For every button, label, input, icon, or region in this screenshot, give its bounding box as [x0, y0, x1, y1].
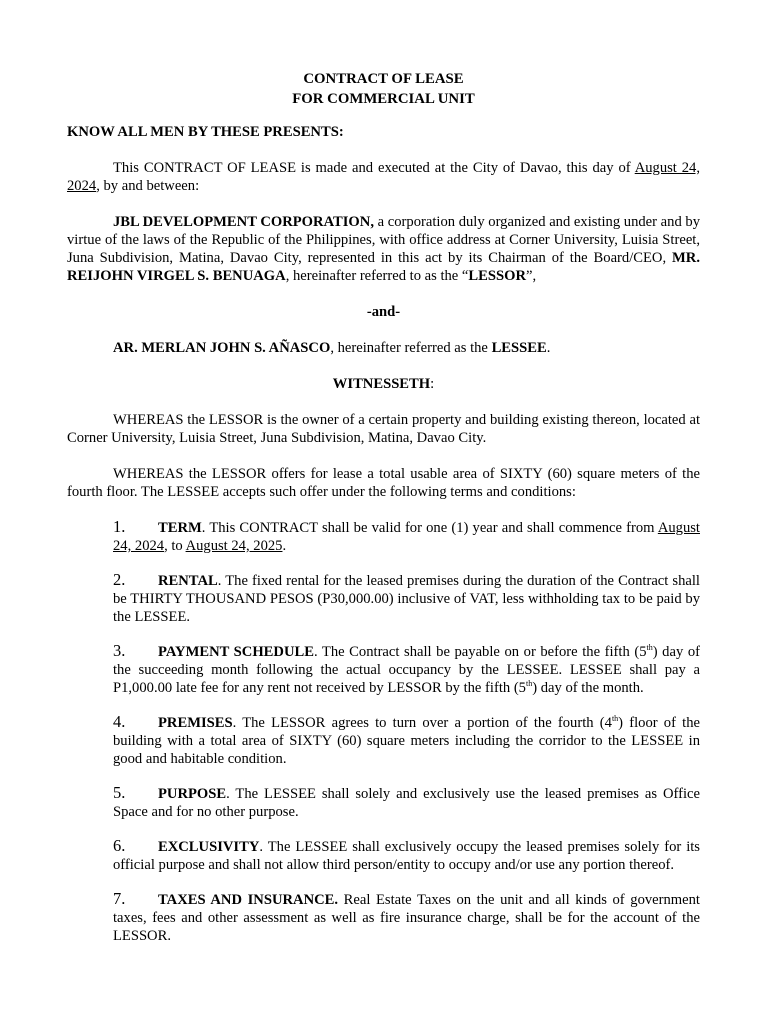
term-text: ) day of the succeeding month following the actual occupancy by the LESSEE. LESSEE shall pay a P1,000.00 late fee for any rent not received by LESSOR by the fifth (5	[113, 644, 700, 696]
term-item-7	[67, 891, 700, 945]
whereas-paragraph-1: WHEREAS the LESSOR is the owner of a certain property and building existing thereon, located at Corner University, Luisia Street, Juna Subdivision, Matina, Davao City.	[67, 412, 700, 446]
ordinal-suffix: th	[525, 679, 533, 688]
term-heading: EXCLUSIVITY	[158, 839, 260, 855]
term-number: 2.	[113, 570, 126, 589]
term-text: Real Estate Taxes on the unit and all kinds of government taxes, fees and other assessment as well as fire insurance charge, shall be for the account of the LESSOR.	[113, 892, 700, 944]
term-item-2	[67, 572, 700, 626]
start-date: August 24, 2024	[113, 520, 700, 554]
term-item-4	[67, 714, 700, 768]
witnesseth-heading	[67, 375, 700, 393]
term-text: . The LESSEE shall exclusively occupy the leased premises solely for its official purpose and shall not allow third person/entity to occupy and/or use any portion thereof.	[113, 839, 700, 873]
lessee-ref: LESSEE	[491, 340, 547, 356]
term-heading: PREMISES	[158, 715, 233, 731]
term-item-5	[67, 785, 700, 821]
term-text: . The LESSOR agrees to turn over a portion of the fourth (4	[232, 715, 612, 731]
term-text: . The LESSEE shall solely and exclusively use the leased premises as Office Space and for no other purpose.	[113, 786, 700, 820]
lessor-paragraph	[67, 213, 700, 285]
term-heading: TERM	[158, 520, 202, 536]
lessor-ref-pre: , hereinafter referred to as the “	[285, 268, 469, 284]
term-item-6	[67, 838, 700, 874]
term-heading: TAXES AND INSURANCE.	[158, 892, 339, 908]
whereas-paragraph-2: WHEREAS the LESSOR offers for lease a total usable area of SIXTY (60) square meters of the fourth floor. The LESSEE accepts such offer under the following terms and conditions:	[67, 466, 700, 500]
term-text: . This CONTRACT shall be valid for one (1) year and shall commence from	[201, 520, 658, 536]
intro-text-end: , by and between:	[96, 178, 200, 194]
intro-paragraph	[67, 159, 700, 195]
end-date: August 24, 2025	[185, 538, 283, 554]
term-number: 5.	[113, 783, 126, 802]
lessee-paragraph	[67, 339, 700, 357]
term-number: 7.	[113, 889, 126, 908]
term-number: 1.	[113, 517, 126, 536]
and-text: -and-	[366, 304, 401, 320]
lessee-name: AR. MERLAN JOHN S. AÑASCO	[113, 340, 331, 356]
lessee-ref-post: .	[546, 340, 551, 356]
term-heading: RENTAL	[158, 573, 218, 589]
term-heading: PURPOSE	[158, 786, 227, 802]
term-item-3	[67, 643, 700, 697]
title-line-1: CONTRACT OF LEASE	[303, 71, 464, 87]
ordinal-suffix: th	[646, 643, 653, 652]
intro-text: This CONTRACT OF LEASE is made and executed at the City of Davao, this day of	[113, 160, 635, 176]
term-text: ) floor of the building with a total area of SIXTY (60) square meters including the corridor to the LESSEE in good and habitable condition.	[113, 715, 700, 767]
and-separator	[67, 303, 700, 321]
document-page	[67, 69, 700, 962]
term-text: ) day of the month.	[532, 680, 644, 696]
term-text: . The fixed rental for the leased premises during the duration of the Contract shall be THIRTY THOUSAND PESOS (P30,000.00) inclusive of VAT, less withholding tax to be paid by the LESSEE.	[113, 573, 700, 625]
document-title	[67, 69, 700, 109]
contract-date: August 24, 2024	[67, 160, 700, 194]
witnesseth-text: WITNESSETH	[332, 376, 431, 392]
lessor-ref: LESSOR	[468, 268, 526, 284]
term-heading: PAYMENT SCHEDULE	[158, 644, 314, 660]
term-text: .	[282, 538, 287, 554]
know-all-heading: KNOW ALL MEN BY THESE PRESENTS:	[67, 124, 344, 140]
lessee-ref-pre: , hereinafter referred as the	[330, 340, 492, 356]
lessor-description: a corporation duly organized and existing under and by virtue of the laws of the Republic of the Philippines, with office address at Corner University, Luisia Street, Juna Subdivision, Matina, Davao City, represented in this act by its Chairman of the Board/CEO,	[67, 214, 700, 266]
term-item-1	[67, 519, 700, 555]
term-number: 4.	[113, 712, 126, 731]
term-number: 3.	[113, 641, 126, 660]
term-text: , to	[164, 538, 186, 554]
term-text: . The Contract shall be payable on or before the fifth (5	[313, 644, 647, 660]
lessor-name: JBL DEVELOPMENT CORPORATION,	[113, 214, 374, 230]
witnesseth-colon: :	[430, 376, 435, 392]
title-line-2: FOR COMMERCIAL UNIT	[292, 91, 475, 107]
term-number: 6.	[113, 836, 126, 855]
ordinal-suffix: th	[611, 714, 619, 723]
lessor-ref-post: ”,	[526, 268, 537, 284]
lessor-representative: MR. REIJOHN VIRGEL S. BENUAGA	[67, 250, 700, 284]
